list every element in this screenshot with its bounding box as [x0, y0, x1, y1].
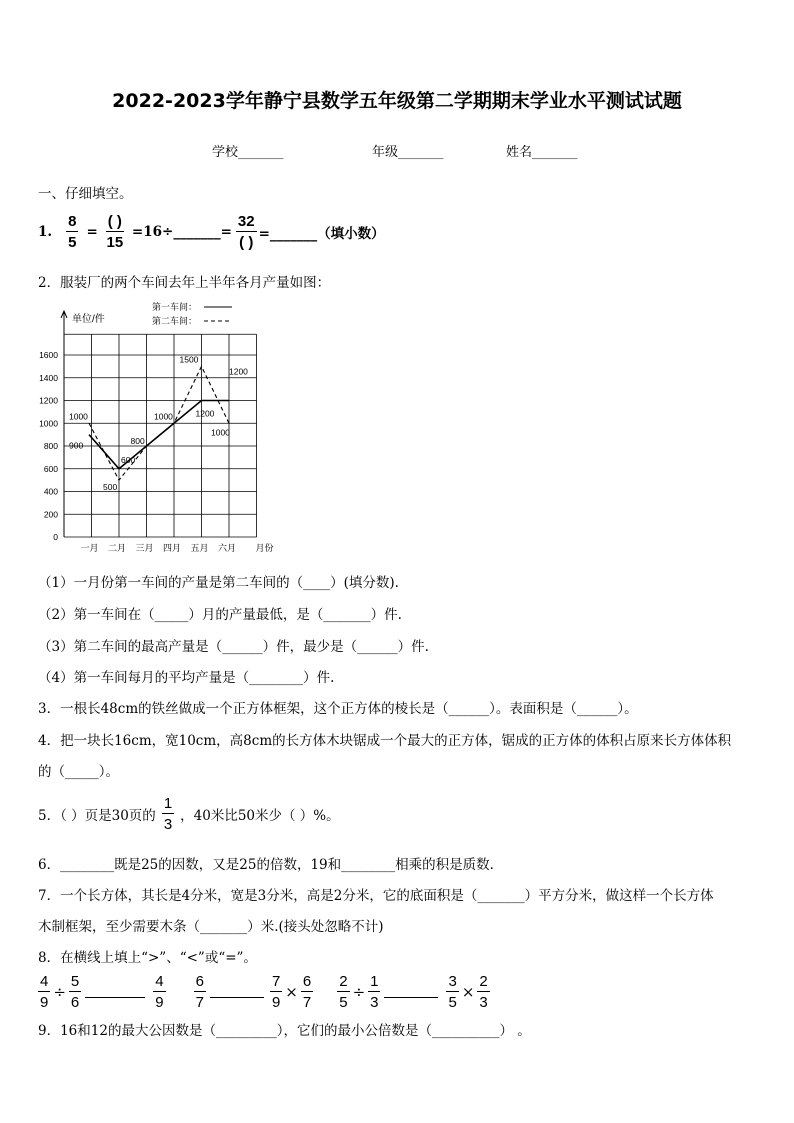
q8-2-frac-b: $\frac{7}{9}$ — [271, 973, 281, 1011]
q8-1-frac-b: $\frac{5}{6}$ — [70, 973, 80, 1011]
y-tick-label: 1200 — [39, 395, 58, 406]
y-tick-label: 0 — [53, 532, 58, 542]
grade-blank: _______ — [398, 145, 444, 160]
question-4-line-2: 的（_____）。 — [38, 764, 119, 780]
x-tick-label: 四月 — [162, 543, 182, 553]
data-label: 1200 — [195, 408, 215, 419]
y-tick-label: 400 — [43, 486, 58, 497]
question-1 — [38, 210, 385, 254]
q8-2-frac-a: $\frac{6}{7}$ — [195, 973, 204, 1011]
chart-axes — [39, 311, 273, 553]
q8-3-frac-c: $\frac{3}{5}$ — [448, 973, 457, 1011]
grade-label: 年级 — [372, 145, 399, 160]
q8-1-operator: ÷ — [53, 983, 66, 1001]
q1-equals: = — [86, 224, 98, 240]
x-tick-label: 五月 — [190, 543, 209, 553]
question-4-line-1: 4．把一块长16cm，宽10cm，高8cm的长方体木块锯成一个最大的正方体，锯成的正方体的体积占原来长方体体积 — [38, 733, 732, 749]
q8-1-frac-c: $\frac{4}{9}$ — [155, 973, 164, 1011]
data-label: 600 — [121, 454, 136, 465]
x-tick-label: 三月 — [135, 543, 154, 553]
question-7-line-1: 7．一个长方体，其长是4分米，宽是3分米，高是2分米，它的底面积是（_______）平方分米，做这样一个长方体 — [38, 888, 714, 904]
y-tick-label: 1000 — [39, 418, 58, 429]
question-3: 3．一根长48cm的铁丝做成一个正方体框架，这个正方体的棱长是（______）。表面积是（______）。 — [38, 701, 638, 717]
data-label: 500 — [103, 482, 118, 493]
school-field — [212, 141, 284, 160]
x-axis-label: 月份 — [255, 543, 274, 553]
section-heading: 一、仔细填空。 — [38, 186, 133, 202]
q2-sub-3: （3）第二车间的最高产量是（______）件，最少是（______）件. — [38, 639, 429, 655]
question-2: 2．服装厂的两个车间去年上半年各月产量如图： — [38, 275, 331, 291]
q1-fraction-1: $\frac{8}{5}$ — [68, 213, 77, 251]
q8-3-answer-line[interactable] — [384, 997, 438, 998]
data-label: 1000 — [211, 427, 230, 438]
legend-item-workshop-2: 第二车间： — [152, 316, 198, 326]
legend-item-workshop-1: 第一车间： — [152, 302, 198, 312]
grade-field — [372, 141, 444, 160]
question-8: 8．在横线上填上“>”、“<”或“=”。 — [38, 950, 257, 966]
x-tick-label: 二月 — [107, 543, 127, 553]
q1-fraction-2: $\frac{( )}{15}$ — [106, 213, 124, 251]
data-label: 1000 — [69, 411, 88, 422]
q8-3-operator: ÷ — [352, 983, 366, 1001]
data-label: 1500 — [179, 354, 199, 365]
x-tick-label: 一月 — [80, 543, 99, 553]
q8-2-operator: × — [285, 983, 298, 1001]
q8-expressions — [38, 974, 490, 1010]
y-tick-label: 800 — [43, 441, 58, 451]
x-tick-label: 六月 — [217, 543, 237, 553]
data-label: 800 — [130, 436, 145, 446]
q1-number: 1. — [38, 224, 53, 240]
q1-tail: =_______（填小数） — [258, 226, 385, 242]
y-tick-label: 200 — [43, 509, 58, 520]
y-tick-label: 1400 — [39, 372, 58, 383]
question-7-line-2: 木制框架，至少需要木条（_______）米.(接头处忽略不计) — [38, 919, 384, 935]
q5-fraction: $\frac{1}{3}$ — [163, 795, 173, 833]
q5-pre: 5．（ ）页是30页的 — [38, 808, 156, 824]
school-blank: _______ — [238, 145, 284, 160]
name-field — [506, 141, 578, 160]
q8-3-frac-d: $\frac{2}{3}$ — [479, 973, 488, 1011]
q2-sub-2: （2）第一车间在（_____）月的产量最低，是（_______）件. — [38, 607, 402, 623]
q8-3-frac-b: $\frac{1}{3}$ — [370, 973, 379, 1011]
q8-3-frac-a: $\frac{2}{5}$ — [339, 973, 348, 1011]
q5-post: ，40米比50米少（ ）%。 — [180, 808, 340, 824]
q8-3-operator-2: × — [461, 983, 475, 1001]
y-tick-label: 1600 — [39, 350, 58, 360]
name-blank: _______ — [532, 145, 578, 160]
q8-1-answer-line[interactable] — [85, 997, 145, 998]
y-tick-label: 600 — [43, 463, 58, 474]
q8-1-frac-a: $\frac{4}{9}$ — [40, 973, 49, 1011]
school-label: 学校 — [212, 145, 239, 160]
chart-legend — [152, 301, 232, 326]
q2-sub-4: （4）第一车间每月的平均产量是（________）件. — [38, 670, 335, 686]
data-label: 1000 — [154, 411, 173, 422]
q1-middle: =16÷_______= — [131, 224, 232, 240]
q2-sub-1: （1）一月份第一车间的产量是第二车间的（____）(填分数). — [38, 575, 399, 591]
question-9: 9．16和12的最大公因数是（_________），它们的最小公倍数是（__________） 。 — [38, 1023, 531, 1039]
q1-fraction-3: $\frac{32}{( )}$ — [237, 213, 255, 251]
name-label: 姓名 — [506, 145, 533, 160]
production-line-chart — [28, 298, 298, 560]
question-6: 6．________既是25的因数，又是25的倍数，19和________相乘的积是质数． — [38, 857, 504, 873]
data-label: 1200 — [229, 366, 248, 377]
question-5 — [38, 793, 340, 835]
y-axis-label: 单位/件 — [72, 314, 105, 325]
data-label: 900 — [69, 440, 84, 451]
page-title: 2022-2023学年静宁县数学五年级第二学期期末学业水平测试试题 — [112, 90, 682, 112]
q8-2-answer-line[interactable] — [210, 997, 264, 998]
q8-2-frac-c: $\frac{6}{7}$ — [302, 973, 312, 1011]
